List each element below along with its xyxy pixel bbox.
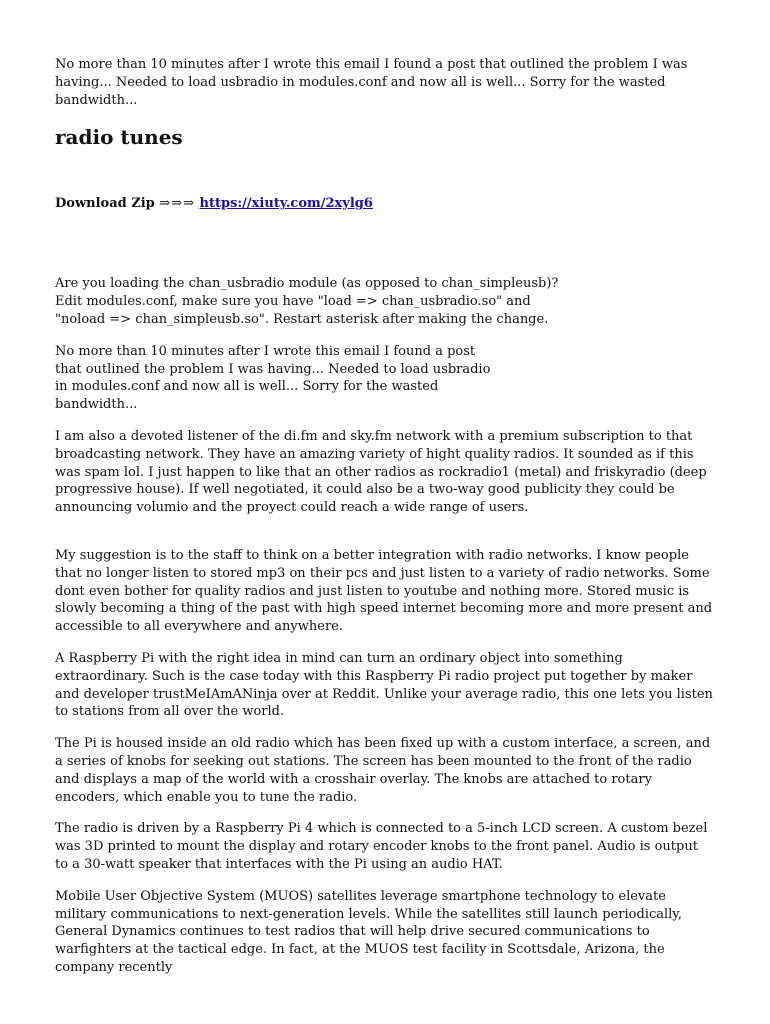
- download-label: Download Zip: [55, 196, 155, 212]
- document-page: [55, 56, 715, 977]
- paragraph-listener: I am also a devoted listener of the di.fm and sky.fm network with a premium subscription to that broadcasting network. They have an amazing variety of hight quality radios. It sounded as if this was spam lol. I just happen to like that an other radios as rockradio1 (metal) and friskyradio (deep progressive house). If well negotiated, it could also be a two-way good publicity they could be announcing volumio and the proyect could reach a wide range of users.: [55, 428, 707, 516]
- paragraph-chan-usbradio: Are you loading the chan_usbradio module (as opposed to chan_simpleusb)? Edit modules.conf, make sure you have "load => chan_usbradio.so" and "noload => chan_simpleusb.so". Restart asterisk after making the change.: [55, 276, 559, 327]
- page-title: radio tunes: [55, 125, 183, 150]
- arrow-glyphs: ⇒⇒⇒: [159, 196, 195, 212]
- paragraph-lcd: The radio is driven by a Raspberry Pi 4 which is connected to a 5-inch LCD screen. A custom bezel was 3D printed to mount the display and rotary encoder knobs to the front panel. Audio is output to a 30-watt speaker that interfaces with the Pi using an audio HAT.: [55, 821, 708, 872]
- intro-paragraph: No more than 10 minutes after I wrote this email I found a post that outlined the problem I was having... Needed to load usbradio in modules.conf and now all is well... Sorry for the wasted bandwidth...: [55, 57, 688, 108]
- paragraph-suggestion: My suggestion is to the staff to think on a better integration with radio networks. I know people that no longer listen to stored mp3 on their pcs and just listen to a variety of radio networks. Some dont even bother for quality radios and just listen to youtube and nothing more. Stored music is slowly becoming a thing of the past with high speed internet becoming more and more present and accessible to all everywhere and anywhere.: [55, 547, 713, 635]
- download-link[interactable]: https://xiuty.com/2xylg6: [199, 196, 373, 212]
- download-line: [55, 195, 715, 212]
- paragraph-housing: The Pi is housed inside an old radio which has been fixed up with a custom interface, a screen, and a series of knobs for seeking out stations. The screen has been mounted to the front of the radio and displays a map of the world with a crosshair overlay. The knobs are attached to rotary encoders, which enable you to tune the radio.: [55, 736, 711, 805]
- paragraph-raspberry-pi: A Raspberry Pi with the right idea in mind can turn an ordinary object into something extraordinary. Such is the case today with this Raspberry Pi radio project put together by maker and developer trustMeIAmANinja over at Reddit. Unlike your average radio, this one lets you listen to stations from all over the world.: [55, 650, 713, 720]
- paragraph-followup: No more than 10 minutes after I wrote this email I found a post that outlined the problem I was having... Needed to load usbradio in modules.conf and now all is well... Sorry for the wasted bandwidth...: [55, 343, 491, 413]
- paragraph-muos: Mobile User Objective System (MUOS) satellites leverage smartphone technology to elevate military communications to next-generation levels. While the satellites still launch periodically, General Dynamics continues to test radios that will help drive secured communications to warfighters at the tactical edge. In fact, at the MUOS test facility in Scottsdale, Arizona, the company recently: [55, 888, 683, 975]
